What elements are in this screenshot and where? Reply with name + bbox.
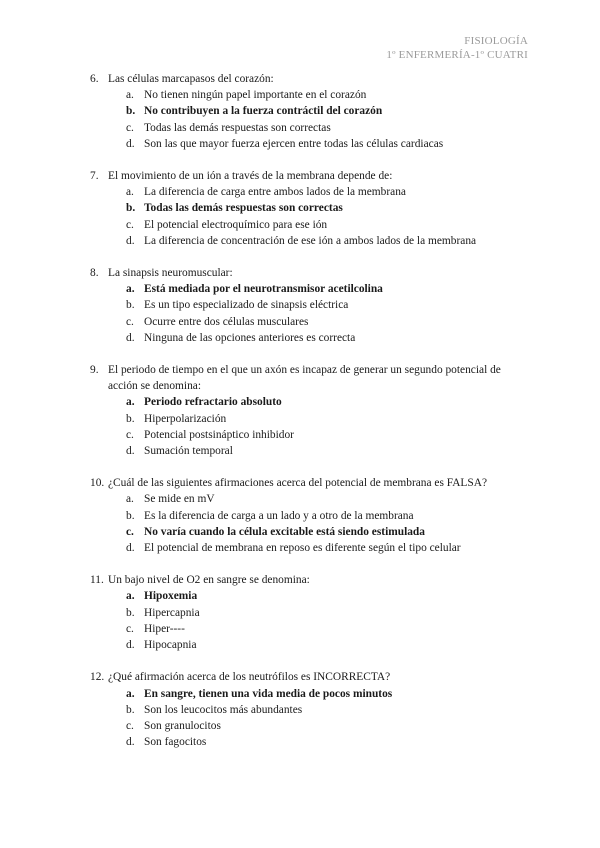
question-stem xyxy=(90,265,530,281)
option-text: No varía cuando la célula excitable está siendo estimulada xyxy=(144,525,425,538)
question-text: El movimiento de un ión a través de la membrana depende de: xyxy=(108,170,393,183)
answer-options xyxy=(90,281,530,346)
answer-option-correct xyxy=(126,103,530,119)
option-letter: d. xyxy=(126,234,135,247)
option-letter: c. xyxy=(126,428,134,441)
question-number: 12. xyxy=(90,671,105,684)
answer-option xyxy=(126,621,530,637)
option-text: Todas las demás respuestas son correctas xyxy=(144,121,331,134)
answer-option xyxy=(126,605,530,621)
question-stem xyxy=(90,168,530,184)
option-letter: d. xyxy=(126,445,135,458)
answer-option xyxy=(126,702,530,718)
option-text: Hiperpolarización xyxy=(144,412,227,425)
option-letter: b. xyxy=(126,412,135,425)
option-letter: a. xyxy=(126,687,135,700)
option-text: Hipoxemia xyxy=(144,590,198,603)
answer-option-correct xyxy=(126,588,530,604)
option-text: Hipocapnia xyxy=(144,639,197,652)
option-text: Es un tipo especializado de sinapsis eléctrica xyxy=(144,299,349,312)
option-letter: a. xyxy=(126,89,134,102)
answer-options xyxy=(90,686,530,751)
answer-option-correct xyxy=(126,686,530,702)
answer-option-correct xyxy=(126,394,530,410)
option-text: Son fagocitos xyxy=(144,736,207,749)
answer-option xyxy=(126,718,530,734)
answer-option-correct xyxy=(126,281,530,297)
question-item xyxy=(90,71,530,152)
question-number: 11. xyxy=(90,574,104,587)
question-stem xyxy=(90,572,530,588)
option-text: Son los leucocitos más abundantes xyxy=(144,703,303,716)
answer-option xyxy=(126,217,530,233)
option-text: El potencial electroquímico para ese ión xyxy=(144,218,328,231)
question-item xyxy=(90,362,530,459)
answer-option xyxy=(126,443,530,459)
question-number: 6. xyxy=(90,73,99,85)
option-letter: c. xyxy=(126,622,134,635)
option-letter: b. xyxy=(126,202,136,215)
option-letter: b. xyxy=(126,606,135,619)
option-letter: d. xyxy=(126,137,135,150)
option-text: Está mediada por el neurotransmisor acetilcolina xyxy=(144,283,383,296)
option-letter: b. xyxy=(126,703,135,716)
answer-options xyxy=(90,394,530,459)
option-letter: b. xyxy=(126,509,135,522)
answer-option xyxy=(126,233,530,249)
option-letter: c. xyxy=(126,315,134,328)
option-letter: c. xyxy=(126,719,134,732)
option-text: Todas las demás respuestas son correctas xyxy=(144,202,343,215)
answer-option xyxy=(126,120,530,136)
question-text: Un bajo nivel de O2 en sangre se denomina: xyxy=(108,574,310,587)
option-letter: b. xyxy=(126,299,135,312)
option-letter: a. xyxy=(126,493,134,506)
option-letter: d. xyxy=(126,639,135,652)
answer-option xyxy=(126,314,530,330)
option-text: Son granulocitos xyxy=(144,719,221,732)
question-stem xyxy=(90,669,530,685)
option-text: El potencial de membrana en reposo es diferente según el tipo celular xyxy=(144,542,461,555)
option-text: Periodo refractario absoluto xyxy=(144,396,282,409)
option-text: Potencial postsináptico inhibidor xyxy=(144,428,294,441)
header-course: 1º ENFERMERÍA-1º CUATRI xyxy=(386,49,528,61)
option-letter: a. xyxy=(126,396,135,409)
option-letter: a. xyxy=(126,590,135,603)
option-letter: d. xyxy=(126,542,135,555)
question-item xyxy=(90,475,530,556)
option-text: Se mide en mV xyxy=(144,493,215,506)
answer-option-correct xyxy=(126,200,530,216)
option-text: La diferencia de carga entre ambos lados de la membrana xyxy=(144,186,406,199)
answer-option xyxy=(126,411,530,427)
option-text: Es la diferencia de carga a un lado y a otro de la membrana xyxy=(144,509,414,522)
question-text: ¿Cuál de las siguientes afirmaciones acerca del potencial de membrana es FALSA? xyxy=(108,477,488,490)
option-letter: b. xyxy=(126,105,136,118)
question-stem xyxy=(90,71,530,87)
question-number: 10. xyxy=(90,477,105,490)
question-stem xyxy=(90,475,530,491)
answer-option xyxy=(126,136,530,152)
answer-option xyxy=(126,491,530,507)
option-text: Hipercapnia xyxy=(144,606,200,619)
answer-option xyxy=(126,87,530,103)
answer-options xyxy=(90,184,530,249)
question-item xyxy=(90,669,530,750)
option-letter: a. xyxy=(126,283,135,296)
answer-options xyxy=(90,491,530,556)
question-item xyxy=(90,168,530,249)
option-text: Hiper---- xyxy=(144,622,185,635)
page-header xyxy=(386,34,528,62)
answer-options xyxy=(90,588,530,653)
option-text: En sangre, tienen una vida media de pocos minutos xyxy=(144,687,393,700)
answer-options xyxy=(90,87,530,152)
question-list xyxy=(90,71,530,766)
answer-option xyxy=(126,637,530,653)
question-text: Las células marcapasos del corazón: xyxy=(108,73,274,85)
header-subject: FISIOLOGÍA xyxy=(464,35,528,47)
option-text: Ocurre entre dos células musculares xyxy=(144,315,309,328)
option-letter: d. xyxy=(126,331,135,344)
option-text: Ninguna de las opciones anteriores es correcta xyxy=(144,331,356,344)
answer-option xyxy=(126,508,530,524)
option-letter: d. xyxy=(126,736,135,749)
answer-option-correct xyxy=(126,524,530,540)
option-text: No tienen ningún papel importante en el corazón xyxy=(144,89,367,102)
question-text: El periodo de tiempo en el que un axón es incapaz de generar un segundo potencial de acción se denomina: xyxy=(108,364,501,393)
question-number: 8. xyxy=(90,267,99,280)
answer-option xyxy=(126,184,530,200)
option-text: Sumación temporal xyxy=(144,445,233,458)
question-number: 9. xyxy=(90,364,99,377)
answer-option xyxy=(126,540,530,556)
option-text: La diferencia de concentración de ese ión a ambos lados de la membrana xyxy=(144,234,477,247)
question-number: 7. xyxy=(90,170,99,183)
option-text: Son las que mayor fuerza ejercen entre todas las células cardiacas xyxy=(144,137,444,150)
question-text: La sinapsis neuromuscular: xyxy=(108,267,233,280)
answer-option xyxy=(126,427,530,443)
answer-option xyxy=(126,297,530,313)
option-letter: c. xyxy=(126,525,134,538)
question-text: ¿Qué afirmación acerca de los neutrófilos es INCORRECTA? xyxy=(108,671,391,684)
question-item xyxy=(90,572,530,653)
question-item xyxy=(90,265,530,346)
option-text: No contribuyen a la fuerza contráctil del corazón xyxy=(144,105,383,118)
option-letter: c. xyxy=(126,121,134,134)
answer-option xyxy=(126,734,530,750)
answer-option xyxy=(126,330,530,346)
option-letter: a. xyxy=(126,186,134,199)
option-letter: c. xyxy=(126,218,134,231)
question-stem xyxy=(90,362,530,394)
